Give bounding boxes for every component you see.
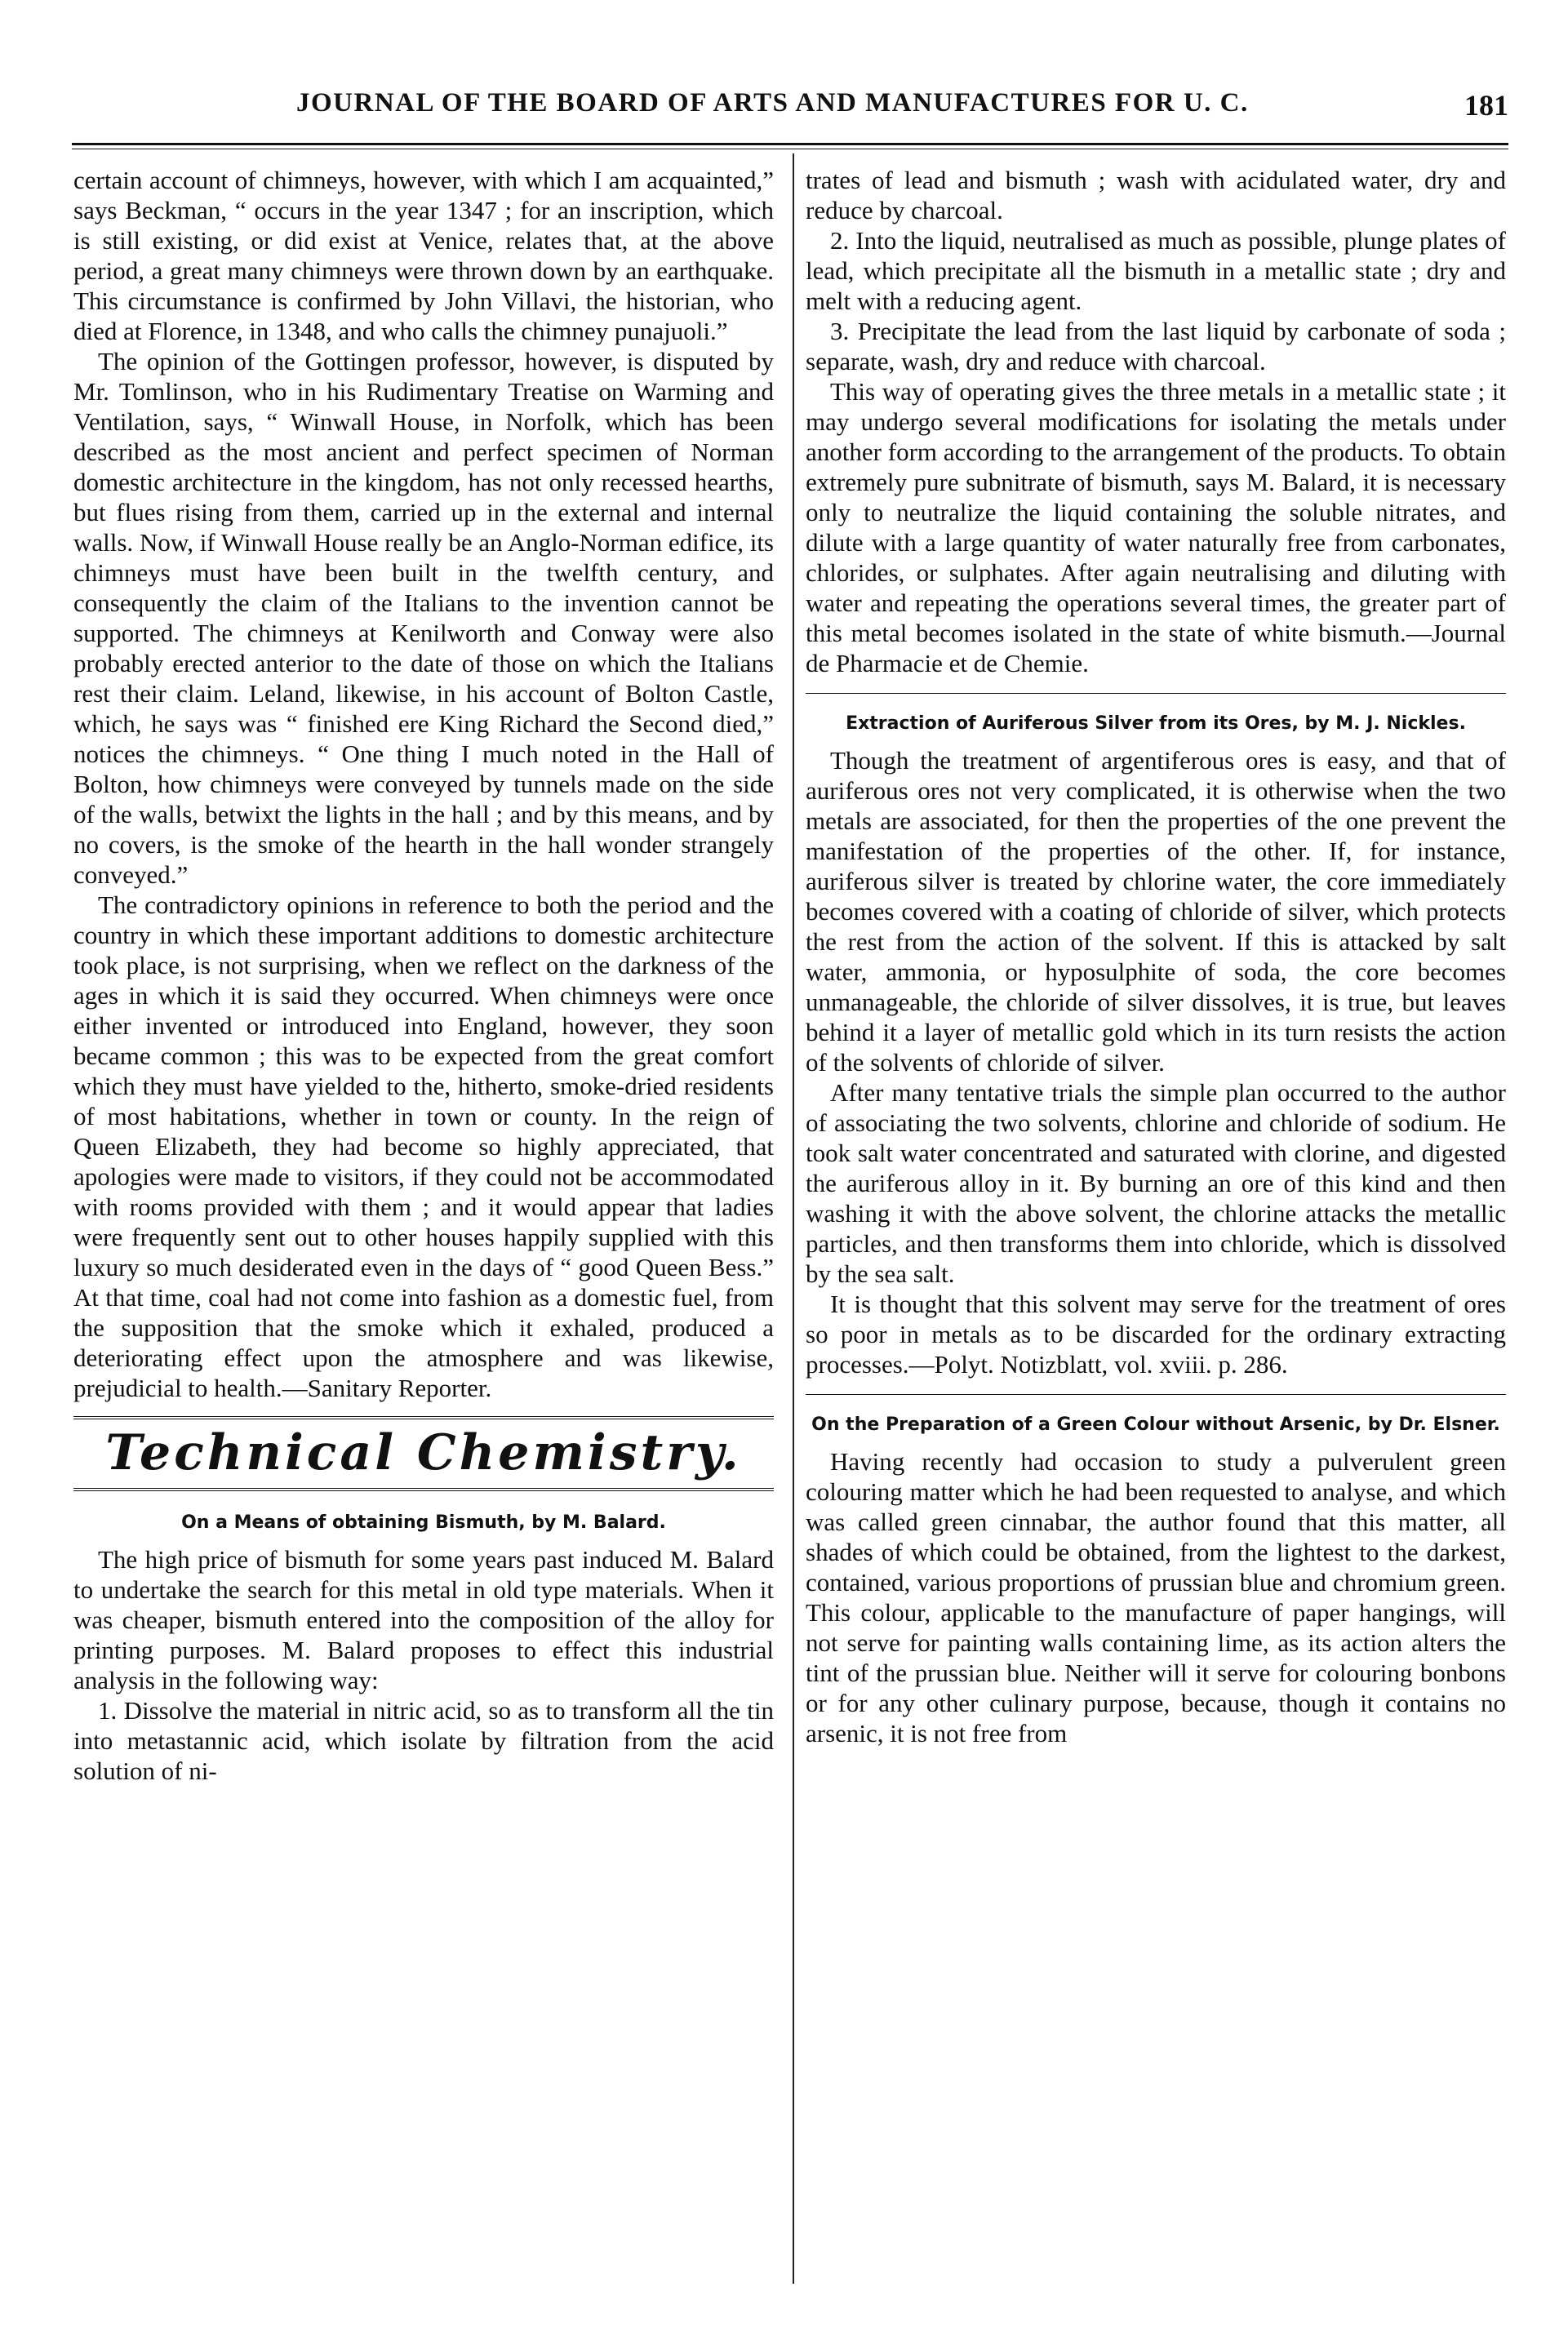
column-divider bbox=[793, 153, 794, 2284]
section-banner-technical-chemistry: Technical Chemistry. bbox=[73, 1416, 774, 1491]
left-column bbox=[73, 165, 774, 1786]
article-heading-bismuth: On a Means of obtaining Bismuth, by M. Balard. bbox=[181, 1512, 666, 1533]
section-rule bbox=[806, 1394, 1506, 1395]
article-heading-green-colour: On the Preparation of a Green Colour without Arsenic, by Dr. Elsner. bbox=[811, 1414, 1500, 1435]
green-colour-paragraph: Having recently had occasion to study a pulverulent green colouring matter which he had been requested to analyse, and which was called green cinnabar, the author found that this matter, all shades of which could be obtained, from the lightest to the darkest, contained, various proportions of prussian blue and chromium green. This colour, applicable to the manufacture of paper hangings, will not serve for painting walls containing lime, as its action alters the tint of the prussian blue. Neither will it serve for colouring bonbons or for any other culinary purpose, because, though it contains no arsenic, it is not free from bbox=[806, 1447, 1506, 1747]
section-rule bbox=[806, 693, 1506, 694]
right-column bbox=[806, 165, 1506, 1748]
bismuth-continued-paragraph: This way of operating gives the three metals in a metallic state ; it may undergo several modifications for isolating the metals under another form according to the arrangement of the products. To obtain extremely pure subnitrate of bismuth, says M. Balard, it is necessary only to neutralize the liquid containing the soluble nitrates, and dilute with a large quantity of water naturally free from carbonates, chlorides, or sulphates. After again neutralising and diluting with water and repeating the operations several times, the greater part of this metal becomes isolated in the state of white bismuth.—Journal de Pharmacie et de Chemie. bbox=[806, 377, 1506, 677]
running-header bbox=[72, 88, 1508, 127]
chimney-paragraph: certain account of chimneys, however, with which I am acquainted,” says Beckman, “ occurs in the year 1347 ; for an inscription, which is still existing, or did exist at Venice, relates that, at the above period, a great many chimneys were thrown down by an earthquake. This circumstance is confirmed by John Villavi, the historian, who died at Florence, in 1348, and who calls the chimney punajuoli.” bbox=[73, 166, 774, 345]
header-rule bbox=[72, 143, 1508, 149]
bismuth-paragraph: The high price of bismuth for some years past induced M. Balard to undertake the search for this metal in old type materials. When it was cheaper, bismuth entered into the composition of the alloy for printing purposes. M. Balard proposes to effect this industrial analysis in the following way: bbox=[73, 1545, 774, 1694]
chimney-paragraph: The contradictory opinions in reference to both the period and the country in which these important additions to domestic architecture took place, is not surprising, when we reflect on the darkness of the ages in which it is said they occurred. When chimneys were once either invented or introduced into England, however, they soon became common ; this was to be expected from the great comfort which they must have yielded to the, hitherto, smoke-dried residents of most habitations, whether in town or county. In the reign of Queen Elizabeth, they had become so highly appreciated, that apologies were made to visitors, if they could not be accommodated with rooms provided with them ; and it would appear that ladies were frequently sent out to other houses happily supplied with this luxury so much desiderated even in the days of “ good Queen Bess.” At that time, coal had not come into fashion as a domestic fuel, from the supposition that the smoke which it exhaled, produced a deteriorating effect upon the atmosphere and was likewise, prejudicial to health.—Sanitary Reporter. bbox=[73, 890, 774, 1402]
chimney-paragraph: The opinion of the Gottingen professor, however, is disputed by Mr. Tomlinson, who in his Rudimentary Treatise on Warming and Ventilation, says, “ Winwall House, in Norfolk, which has been described as the most ancient and perfect specimen of Norman domestic architecture in the kingdom, has not only recessed hearths, but flues rising from them, carried up in the external and internal walls. Now, if Winwall House really be an Anglo-Norman edifice, its chimneys must have been built in the twelfth century, and consequently the claim of the Italians to the invention cannot be supported. The chimneys at Kenilworth and Conway were also probably erected anterior to the date of those on which the Italians rest their claim. Leland, likewise, in his account of Bolton Castle, which, he says was “ finished ere King Richard the Second died,” notices the chimneys. “ One thing I much noted in the Hall of Bolton, how chimneys were conveyed by tunnels made on the side of the walls, betwixt the lights in the hall ; and by this means, and by no covers, is the smoke of the hearth in the hall wonder strangely conveyed.” bbox=[73, 347, 774, 889]
silver-paragraph: It is thought that this solvent may serve for the treatment of ores so poor in metals as to be discarded for the ordinary extracting processes.—Polyt. Notizblatt, vol. xviii. p. 286. bbox=[806, 1290, 1506, 1379]
article-heading-silver: Extraction of Auriferous Silver from its Ores, by M. J. Nickles. bbox=[846, 713, 1466, 734]
page-number: 181 bbox=[1464, 89, 1508, 122]
bismuth-continued-paragraph: 3. Precipitate the lead from the last liquid by carbonate of soda ; separate, wash, dry and reduce with charcoal. bbox=[806, 317, 1506, 375]
silver-paragraph: After many tentative trials the simple plan occurred to the author of associating the two solvents, chlorine and chloride of sodium. He took salt water concentrated and saturated with clorine, and digested the auriferous alloy in it. By burning an ore of this kind and then washing it with the above solvent, the chlorine attacks the metallic particles, and then transforms them into chloride, which is dissolved by the sea salt. bbox=[806, 1078, 1506, 1288]
bismuth-paragraph: 1. Dissolve the material in nitric acid, so as to transform all the tin into metastannic acid, which isolate by filtration from the acid solution of ni- bbox=[73, 1696, 774, 1785]
silver-paragraph: Though the treatment of argentiferous ores is easy, and that of auriferous ores not very complicated, it is otherwise when the two metals are associated, for then the properties of the one prevent the manifestation of the properties of the other. If, for instance, auriferous silver is treated by chlorine water, the core immediately becomes covered with a coating of chloride of silver, which protects the rest from the action of the solvent. If this is attacked by salt water, ammonia, or hyposulphite of soda, the core becomes unmanageable, the chloride of silver dissolves, it is true, but leaves behind it a layer of metallic gold which in its turn resists the action of the solvents of chloride of silver. bbox=[806, 746, 1506, 1077]
bismuth-continued-paragraph: 2. Into the liquid, neutralised as much as possible, plunge plates of lead, which precipitate all the bismuth in a metallic state ; dry and melt with a reducing agent. bbox=[806, 226, 1506, 315]
bismuth-continued-paragraph: trates of lead and bismuth ; wash with acidulated water, dry and reduce by charcoal. bbox=[806, 166, 1506, 224]
journal-title: JOURNAL OF THE BOARD OF ARTS AND MANUFACTURES FOR U. C. bbox=[296, 88, 1249, 118]
